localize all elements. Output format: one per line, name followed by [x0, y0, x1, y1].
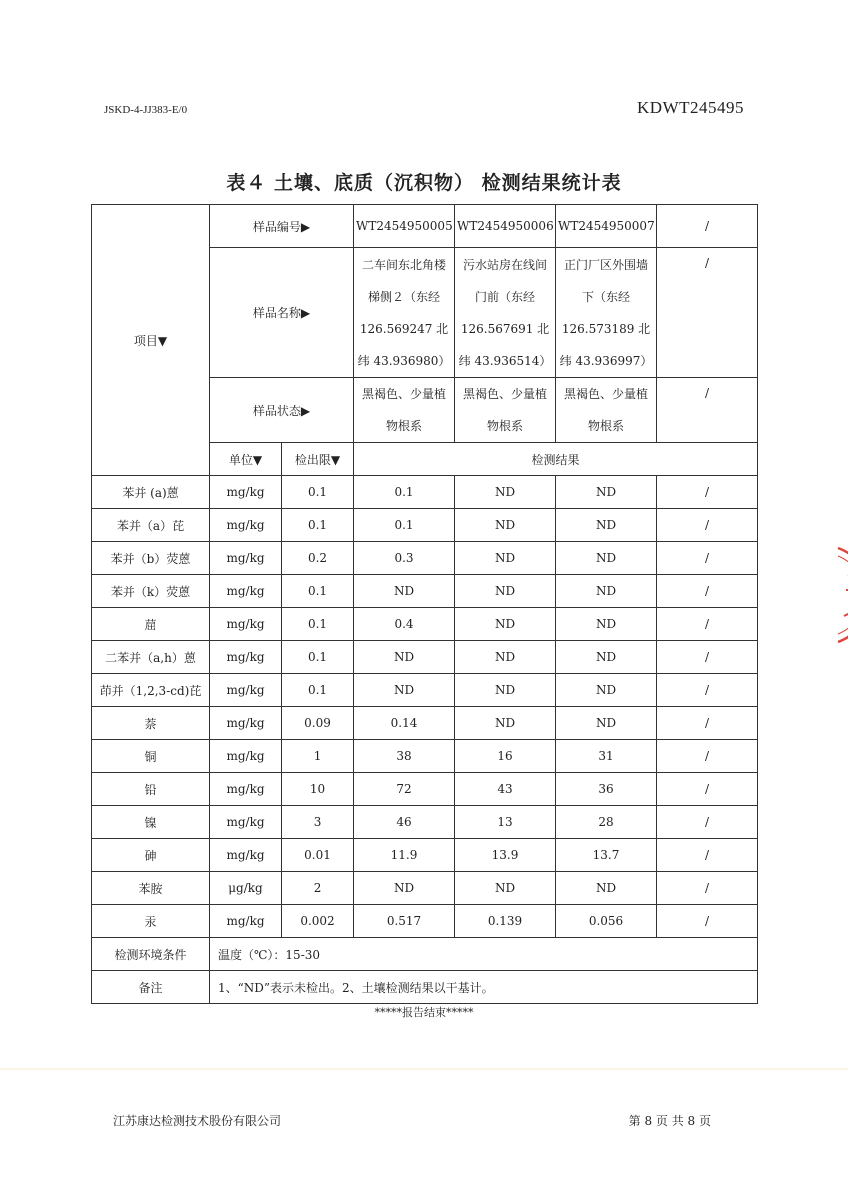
limit-cell: 0.1 [282, 476, 354, 509]
result-cell: 13 [455, 806, 556, 839]
result-cell: ND [556, 575, 657, 608]
result-cell: / [657, 872, 758, 905]
sample-state-line: 物根系 [588, 419, 625, 433]
limit-cell: 0.1 [282, 608, 354, 641]
end-note: *****报告结束***** [374, 1006, 474, 1019]
result-cell: 36 [556, 773, 657, 806]
sample-name-header-cell [210, 248, 354, 378]
result-cell: 43 [455, 773, 556, 806]
sample-name-line: 二车间东北角楼 [362, 257, 447, 272]
sample-name-line: 126.573189 北 [561, 321, 651, 336]
unit-cell: mg/kg [210, 476, 282, 509]
result-cell: / [657, 905, 758, 938]
result-cell: 0.1 [354, 509, 455, 542]
result-cell: / [657, 575, 758, 608]
table-row [92, 839, 758, 872]
limit-cell: 0.01 [282, 839, 354, 872]
item-cell: 茚并（1,2,3-cd)芘 [92, 674, 210, 707]
report-number: KDWT245495 [637, 98, 744, 117]
result-cell: 13.9 [455, 839, 556, 872]
results-table [91, 204, 758, 1004]
table-row [92, 641, 758, 674]
company-name: 江苏康达检测技术股份有限公司 [113, 1114, 282, 1128]
result-cell: 31 [556, 740, 657, 773]
limit-cell: 0.002 [282, 905, 354, 938]
result-cell: 28 [556, 806, 657, 839]
item-cell: 苯并 (a)蒽 [92, 476, 210, 509]
sample-name-cell [354, 248, 455, 378]
result-cell: ND [556, 641, 657, 674]
item-cell: 苯并（b）荧蒽 [92, 542, 210, 575]
page-number: 第 8 页 共 8 页 [628, 1114, 711, 1128]
item-cell: 䓛 [92, 608, 210, 641]
table-title: 表４ 土壤、底质（沉积物） 检测结果统计表 [226, 172, 622, 194]
result-cell: ND [556, 674, 657, 707]
result-cell: 0.1 [354, 476, 455, 509]
item-header: 项目▼ [133, 333, 168, 348]
table-row [92, 806, 758, 839]
result-cell: 0.139 [455, 905, 556, 938]
sample-state-line: 物根系 [487, 419, 524, 433]
env-value: 温度（℃）：15-30 [210, 938, 758, 971]
result-cell: 11.9 [354, 839, 455, 872]
table-row [92, 608, 758, 641]
result-cell: ND [354, 674, 455, 707]
item-cell: 二苯并（a,h）蒽 [92, 641, 210, 674]
sample-name-line: 正门厂区外围墙 [564, 257, 649, 272]
result-cell: ND [354, 641, 455, 674]
sample-name-line: 纬 43.936514） [458, 353, 552, 368]
limit-cell: 2 [282, 872, 354, 905]
result-cell: / [657, 740, 758, 773]
result-cell: ND [556, 509, 657, 542]
result-cell: / [657, 806, 758, 839]
sample-state-cell [556, 378, 657, 443]
sample-id-cell: / [657, 205, 758, 248]
result-cell: ND [354, 872, 455, 905]
result-cell: / [657, 509, 758, 542]
result-cell: 72 [354, 773, 455, 806]
sample-id-header-cell [210, 205, 354, 248]
limit-cell: 0.1 [282, 509, 354, 542]
result-cell: ND [556, 476, 657, 509]
sample-state-cell [354, 378, 455, 443]
unit-cell: μg/kg [210, 872, 282, 905]
table-row [92, 509, 758, 542]
result-cell: ND [455, 641, 556, 674]
sample-id-header: 样品编号▶ [252, 219, 311, 234]
table-row [92, 674, 758, 707]
result-cell: ND [556, 872, 657, 905]
unit-cell: mg/kg [210, 542, 282, 575]
results-body [92, 476, 758, 938]
unit-cell: mg/kg [210, 641, 282, 674]
table-row [92, 542, 758, 575]
remark-value: 1、“ND”表示未检出。2、土壤检测结果以干基计。 [210, 971, 758, 1004]
result-cell: ND [556, 542, 657, 575]
result-cell: / [657, 476, 758, 509]
result-cell: ND [455, 542, 556, 575]
item-cell: 萘 [92, 707, 210, 740]
limit-cell: 3 [282, 806, 354, 839]
item-cell: 镍 [92, 806, 210, 839]
table-row [92, 575, 758, 608]
result-cell: ND [455, 674, 556, 707]
sample-name-line: 门前（东经 [475, 289, 536, 304]
unit-cell: mg/kg [210, 575, 282, 608]
remark-label: 备注 [92, 971, 210, 1004]
unit-cell: mg/kg [210, 905, 282, 938]
sample-state-line: 黑褐色、少量植 [564, 387, 649, 401]
item-cell: 汞 [92, 905, 210, 938]
result-cell: 13.7 [556, 839, 657, 872]
limit-header: 检出限▼ [282, 443, 354, 476]
result-cell: ND [455, 476, 556, 509]
sample-name-line: 污水站房在线间 [463, 257, 548, 272]
item-cell: 铅 [92, 773, 210, 806]
table-row [92, 872, 758, 905]
sample-name-line: 纬 43.936997） [559, 353, 653, 368]
result-header: 检测结果 [354, 443, 758, 476]
result-cell: / [657, 608, 758, 641]
sample-state-header-cell [210, 378, 354, 443]
table-row [92, 773, 758, 806]
item-cell: 苯并（k）荧蒽 [92, 575, 210, 608]
document-code: JSKD-4-JJ383-E/0 [104, 104, 188, 116]
result-cell: / [657, 839, 758, 872]
sample-name-line: 126.567691 北 [460, 321, 550, 336]
unit-cell: mg/kg [210, 608, 282, 641]
item-cell: 砷 [92, 839, 210, 872]
env-label: 检测环境条件 [92, 938, 210, 971]
item-header-cell [92, 205, 210, 476]
sample-name-line: 下（东经 [582, 289, 631, 304]
sample-state-cell [455, 378, 556, 443]
limit-cell: 0.1 [282, 674, 354, 707]
result-cell: ND [556, 608, 657, 641]
unit-cell: mg/kg [210, 509, 282, 542]
result-cell: / [657, 542, 758, 575]
result-cell: / [657, 707, 758, 740]
sample-state-header: 样品状态▶ [252, 403, 311, 418]
sample-state-line: 黑褐色、少量植 [362, 387, 447, 401]
sample-name-line: 126.569247 北 [359, 321, 449, 336]
result-cell: / [657, 773, 758, 806]
item-cell: 苯胺 [92, 872, 210, 905]
result-cell: ND [354, 575, 455, 608]
result-cell: / [657, 641, 758, 674]
result-cell: 0.14 [354, 707, 455, 740]
result-cell: ND [455, 707, 556, 740]
sample-name-cell [455, 248, 556, 378]
unit-header: 单位▼ [210, 443, 282, 476]
unit-cell: mg/kg [210, 740, 282, 773]
sample-state-line: 黑褐色、少量植 [463, 387, 548, 401]
sample-state-cell: / [657, 378, 758, 443]
seal-stamp-icon [788, 540, 848, 650]
table-row [92, 905, 758, 938]
result-cell: ND [455, 872, 556, 905]
sample-name-line: 梯侧２（东经 [368, 289, 441, 304]
sample-state-line: 物根系 [386, 419, 423, 433]
sample-id-cell: WT2454950005 [354, 205, 455, 248]
sample-name-cell [556, 248, 657, 378]
unit-cell: mg/kg [210, 839, 282, 872]
result-cell: ND [455, 509, 556, 542]
result-cell: ND [455, 608, 556, 641]
limit-cell: 0.1 [282, 641, 354, 674]
unit-cell: mg/kg [210, 806, 282, 839]
sample-name-cell: / [657, 248, 758, 378]
table-row [92, 740, 758, 773]
limit-cell: 10 [282, 773, 354, 806]
limit-cell: 0.1 [282, 575, 354, 608]
sample-name-header: 样品名称▶ [252, 306, 311, 320]
item-cell: 苯并（a）芘 [92, 509, 210, 542]
result-cell: 16 [455, 740, 556, 773]
result-cell: 0.056 [556, 905, 657, 938]
limit-cell: 0.2 [282, 542, 354, 575]
unit-cell: mg/kg [210, 707, 282, 740]
result-cell: 46 [354, 806, 455, 839]
table-row [92, 476, 758, 509]
unit-cell: mg/kg [210, 674, 282, 707]
sample-name-line: 纬 43.936980） [357, 353, 451, 368]
result-cell: ND [556, 707, 657, 740]
table-row [92, 707, 758, 740]
item-cell: 铜 [92, 740, 210, 773]
result-cell: 38 [354, 740, 455, 773]
unit-cell: mg/kg [210, 773, 282, 806]
result-cell: 0.3 [354, 542, 455, 575]
result-cell: ND [455, 575, 556, 608]
limit-cell: 0.09 [282, 707, 354, 740]
divider [0, 1068, 848, 1070]
sample-id-cell: WT2454950006 [455, 205, 556, 248]
result-cell: 0.4 [354, 608, 455, 641]
result-cell: / [657, 674, 758, 707]
sample-id-cell: WT2454950007 [556, 205, 657, 248]
result-cell: 0.517 [354, 905, 455, 938]
limit-cell: 1 [282, 740, 354, 773]
